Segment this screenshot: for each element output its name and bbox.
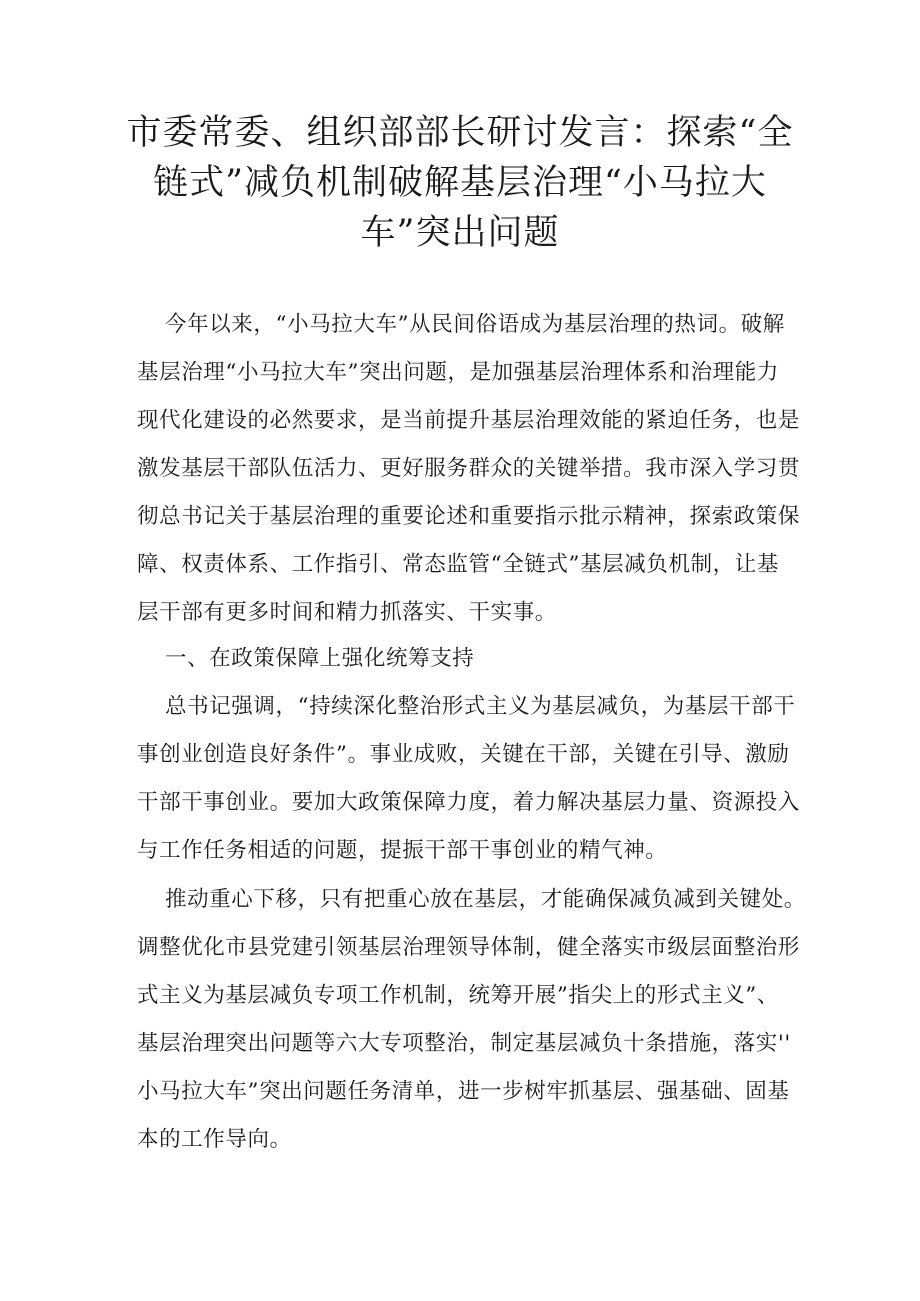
title-line-2: 链式”减负机制破解基层治理“小马拉大 <box>153 163 767 203</box>
paragraph-line: 现代化建设的必然要求，是当前提升基层治理效能的紧迫任务，也是 <box>137 408 801 433</box>
paragraph-line: 干部干事创业。要加大政策保障力度，着力解决基层力量、资源投入 <box>137 790 801 815</box>
paragraph-line: 基层治理突出问题等六大专项整治，制定基层减负十条措施，落实'' <box>137 1031 791 1056</box>
paragraph-line: 调整优化市县党建引领基层治理领导体制，健全落实市级层面整治形 <box>137 935 801 960</box>
paragraph-line: 激发基层干部队伍活力、更好服务群众的关键举措。我市深入学习贯 <box>137 456 801 481</box>
paragraph-line: 基层治理“小马拉大车”突出问题，是加强基层治理体系和治理能力 <box>137 360 779 385</box>
paragraph-line: 事创业创造良好条件”。事业成败，关键在干部，关键在引导、激励 <box>137 742 790 767</box>
section-heading-1 <box>137 635 797 683</box>
paragraph-line: 层干部有更多时间和精力抓落实、干实事。 <box>137 600 557 625</box>
paragraph-line: 彻总书记关于基层治理的重要论述和重要指示批示精神，探索政策保 <box>137 504 801 529</box>
paragraph-intro <box>137 301 801 637</box>
title-line-3: 车”突出问题 <box>360 213 560 253</box>
paragraph-line: 今年以来，“小马拉大车”从民间俗语成为基层治理的热词。破解 <box>165 312 785 337</box>
paragraph-line: 与工作任务相适的问题，提振干部干事创业的精气神。 <box>137 838 668 863</box>
paragraph-line: 本的工作导向。 <box>137 1127 292 1152</box>
paragraph-line: 式主义为基层减负专项工作机制，统筹开展”指尖上的形式主义”、 <box>137 983 779 1008</box>
section-heading-text: 一、在政策保障上强化统筹支持 <box>165 646 475 671</box>
paragraph-line: 推动重心下移，只有把重心放在基层，才能确保减负减到关键处。 <box>165 887 806 912</box>
document-title <box>110 108 810 258</box>
title-line-1: 市委常委、组织部部长研讨发言：探索“全 <box>126 113 794 153</box>
paragraph-quote <box>137 683 801 875</box>
paragraph-focus <box>137 876 806 1164</box>
paragraph-line: 小马拉大车”突出问题任务清单，进一步树牢抓基层、强基础、固基 <box>137 1079 790 1104</box>
paragraph-line: 总书记强调，“持续深化整治形式主义为基层减负，为基层干部干 <box>165 694 796 719</box>
paragraph-line: 障、权责体系、工作指引、常态监管“全链式”基层减负机制，让基 <box>137 552 779 577</box>
